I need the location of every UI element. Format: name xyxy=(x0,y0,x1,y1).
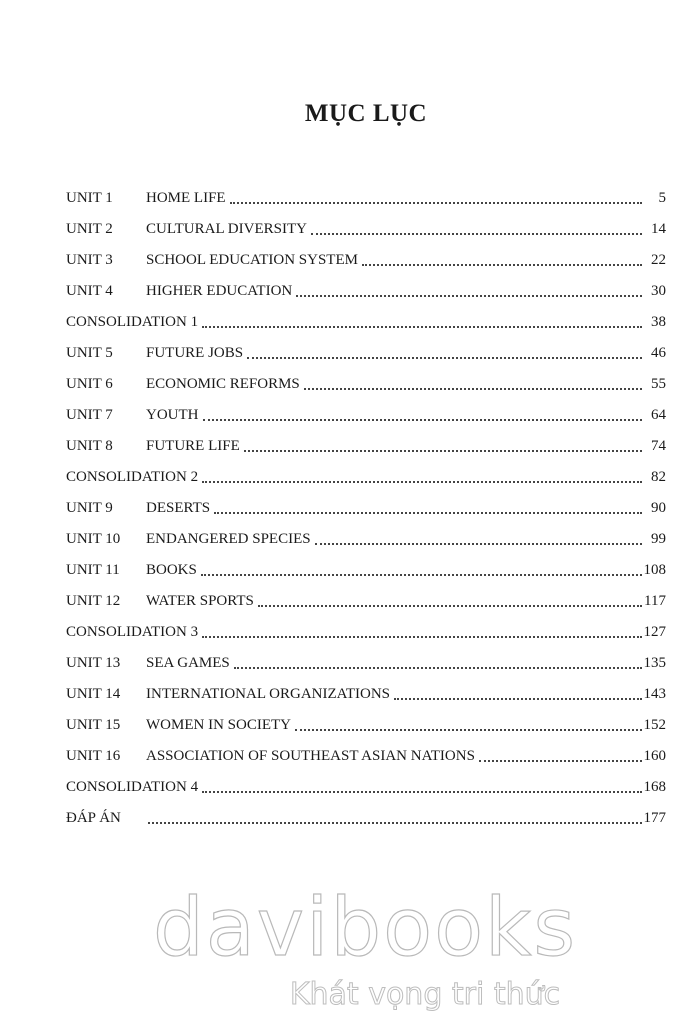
toc-entry-title: HIGHER EDUCATION xyxy=(146,283,293,299)
toc-row xyxy=(66,555,666,586)
toc-page-number: 55 xyxy=(651,376,666,392)
toc-page-number: 108 xyxy=(643,562,666,578)
toc-row xyxy=(66,462,666,493)
toc-dot-leader xyxy=(479,745,642,762)
toc-consolidation-title: CONSOLIDATION 3 xyxy=(66,624,199,640)
toc-dot-leader xyxy=(202,621,641,638)
toc-unit-label: UNIT 16 xyxy=(66,748,121,764)
toc-unit-label: UNIT 5 xyxy=(66,345,113,361)
toc-row xyxy=(66,338,666,369)
toc-page-number: 117 xyxy=(644,593,666,609)
toc-row xyxy=(66,679,666,710)
table-of-contents xyxy=(66,183,666,834)
toc-unit-label: UNIT 4 xyxy=(66,283,113,299)
toc-dot-leader xyxy=(230,187,642,204)
toc-page-number: 22 xyxy=(651,252,666,268)
toc-entry-title: WATER SPORTS xyxy=(146,593,254,609)
watermark-slogan: Khát vọng tri thức xyxy=(289,977,561,1012)
toc-row xyxy=(66,400,666,431)
toc-page-number: 152 xyxy=(643,717,666,733)
toc-dot-leader xyxy=(258,590,642,607)
toc-dot-leader xyxy=(244,435,642,452)
toc-page-number: 99 xyxy=(651,531,666,547)
toc-row xyxy=(66,307,666,338)
toc-unit-label: UNIT 2 xyxy=(66,221,113,237)
toc-consolidation-title: CONSOLIDATION 1 xyxy=(66,314,199,330)
toc-row xyxy=(66,245,666,276)
toc-dot-leader xyxy=(247,342,642,359)
toc-answers-label: ĐÁP ÁN xyxy=(66,810,121,826)
toc-consolidation-title: CONSOLIDATION 2 xyxy=(66,469,199,485)
toc-row xyxy=(66,803,666,834)
toc-page-number: 5 xyxy=(658,190,666,206)
toc-dot-leader xyxy=(311,218,642,235)
toc-page-number: 177 xyxy=(643,810,666,826)
toc-row xyxy=(66,586,666,617)
toc-unit-label: UNIT 9 xyxy=(66,500,113,516)
toc-page-number: 135 xyxy=(643,655,666,671)
toc-dot-leader xyxy=(315,528,642,545)
toc-unit-label: UNIT 1 xyxy=(66,190,113,206)
toc-dot-leader xyxy=(202,311,642,328)
toc-unit-label: UNIT 3 xyxy=(66,252,113,268)
toc-dot-leader xyxy=(148,807,642,824)
toc-dot-leader xyxy=(201,559,642,576)
toc-row xyxy=(66,648,666,679)
toc-unit-label: UNIT 14 xyxy=(66,686,121,702)
toc-page-number: 160 xyxy=(643,748,666,764)
toc-dot-leader xyxy=(234,652,642,669)
toc-page-number: 64 xyxy=(651,407,666,423)
toc-unit-label: UNIT 12 xyxy=(66,593,121,609)
toc-row xyxy=(66,276,666,307)
toc-entry-title: BOOKS xyxy=(146,562,197,578)
toc-dot-leader xyxy=(203,404,643,421)
toc-row xyxy=(66,710,666,741)
toc-page-number: 127 xyxy=(643,624,666,640)
toc-entry-title: ECONOMIC REFORMS xyxy=(146,376,300,392)
toc-page-number: 74 xyxy=(651,438,666,454)
toc-consolidation-title: CONSOLIDATION 4 xyxy=(66,779,199,795)
toc-page-number: 14 xyxy=(651,221,666,237)
toc-page-number: 82 xyxy=(651,469,666,485)
toc-entry-title: ENDANGERED SPECIES xyxy=(146,531,311,547)
toc-page-number: 46 xyxy=(651,345,666,361)
toc-page-number: 168 xyxy=(643,779,666,795)
toc-dot-leader xyxy=(304,373,642,390)
toc-entry-title: HOME LIFE xyxy=(146,190,226,206)
toc-entry-title: FUTURE LIFE xyxy=(146,438,240,454)
toc-row xyxy=(66,214,666,245)
toc-entry-title: INTERNATIONAL ORGANIZATIONS xyxy=(146,686,390,702)
toc-entry-title: DESERTS xyxy=(146,500,211,516)
toc-page-number: 143 xyxy=(643,686,666,702)
toc-dot-leader xyxy=(296,280,642,297)
toc-dot-leader xyxy=(295,714,642,731)
toc-unit-label: UNIT 11 xyxy=(66,562,120,578)
toc-dot-leader xyxy=(202,776,641,793)
toc-entry-title: SCHOOL EDUCATION SYSTEM xyxy=(146,252,358,268)
toc-unit-label: UNIT 15 xyxy=(66,717,121,733)
toc-dot-leader xyxy=(394,683,642,700)
toc-entry-title: WOMEN IN SOCIETY xyxy=(146,717,291,733)
toc-row xyxy=(66,493,666,524)
toc-page-number: 90 xyxy=(651,500,666,516)
toc-dot-leader xyxy=(214,497,642,514)
toc-dot-leader xyxy=(362,249,642,266)
page-title: MỤC LỤC xyxy=(304,100,428,127)
toc-row xyxy=(66,741,666,772)
watermark-brand: davibooks xyxy=(152,881,578,974)
toc-entry-title: ASSOCIATION OF SOUTHEAST ASIAN NATIONS xyxy=(146,748,475,764)
toc-row xyxy=(66,183,666,214)
toc-entry-title: CULTURAL DIVERSITY xyxy=(146,221,307,237)
toc-page-number: 30 xyxy=(651,283,666,299)
toc-row xyxy=(66,369,666,400)
toc-row xyxy=(66,524,666,555)
toc-entry-title: YOUTH xyxy=(146,407,199,423)
toc-unit-label: UNIT 8 xyxy=(66,438,113,454)
toc-dot-leader xyxy=(202,466,642,483)
toc-page-number: 38 xyxy=(651,314,666,330)
toc-row xyxy=(66,617,666,648)
toc-unit-label: UNIT 6 xyxy=(66,376,113,392)
toc-entry-title: FUTURE JOBS xyxy=(146,345,244,361)
toc-entry-title: SEA GAMES xyxy=(146,655,230,671)
toc-unit-label: UNIT 10 xyxy=(66,531,121,547)
toc-row xyxy=(66,772,666,803)
toc-unit-label: UNIT 7 xyxy=(66,407,113,423)
toc-unit-label: UNIT 13 xyxy=(66,655,121,671)
toc-row xyxy=(66,431,666,462)
